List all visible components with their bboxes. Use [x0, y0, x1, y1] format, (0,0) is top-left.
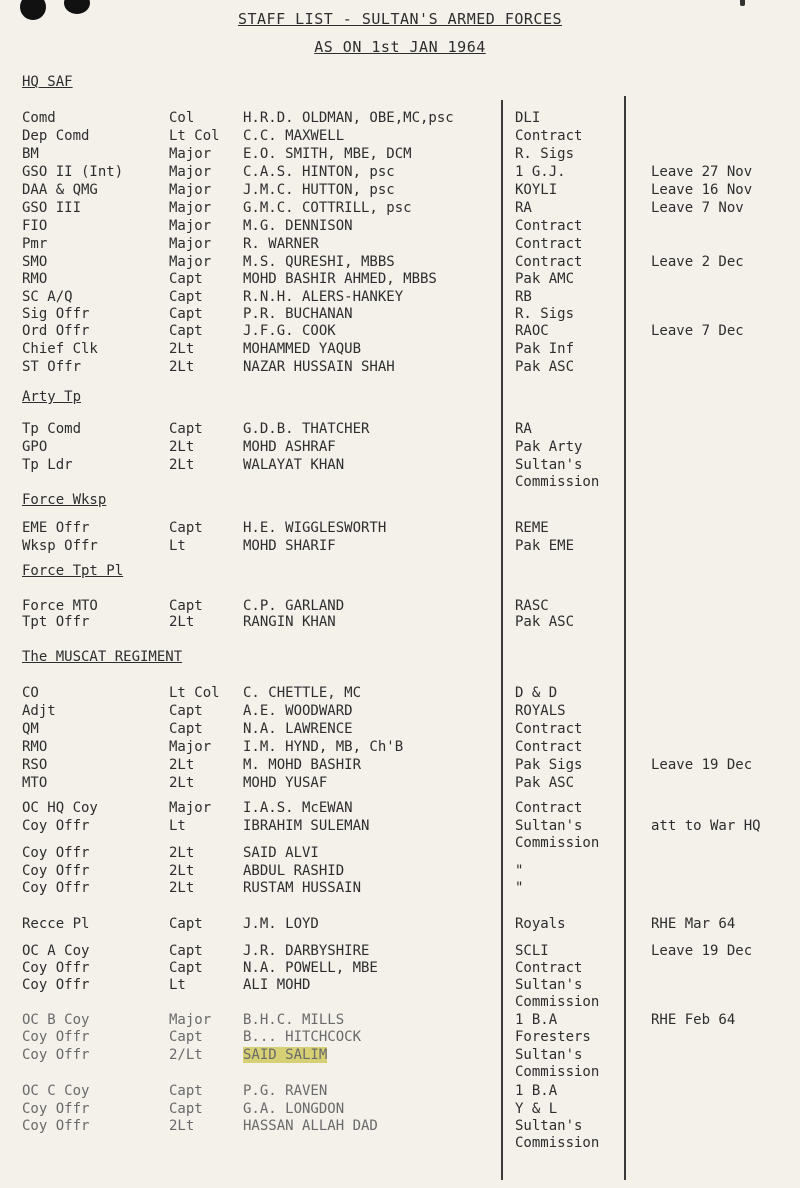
appointment-cell: RMO — [22, 739, 48, 755]
name-cell: C. CHETTLE, MC — [243, 685, 362, 701]
appointment-cell: BM — [22, 146, 39, 162]
appointment-cell: Adjt — [22, 703, 56, 719]
column-rule-left — [501, 100, 503, 1180]
remarks-cell: Pak Sigs — [515, 757, 583, 773]
remarks-cell: Pak ASC — [515, 775, 575, 791]
rank-cell: Major — [169, 254, 212, 270]
rank-cell: Capt — [169, 721, 203, 737]
name-cell: MOHD ASHRAF — [243, 439, 336, 455]
name-cell: RUSTAM HUSSAIN — [243, 880, 362, 896]
rank-cell: Major — [169, 200, 212, 216]
remarks-cell: ROYALS — [515, 703, 566, 719]
remarks-cell: 1 G.J. — [515, 164, 566, 180]
appointment-cell: Tp Comd — [22, 421, 82, 437]
rank-cell: Major — [169, 800, 212, 816]
note-cell: Leave 16 Nov — [651, 182, 753, 198]
name-cell: RANGIN KHAN — [243, 614, 336, 630]
remarks-cell: Contract — [515, 218, 583, 234]
name-cell: I.A.S. McEWAN — [243, 800, 353, 816]
name-cell: HASSAN ALLAH DAD — [243, 1118, 378, 1134]
name-cell: SAID ALVI — [243, 845, 319, 861]
remarks-cell: Pak EME — [515, 538, 575, 554]
rank-cell: Lt — [169, 818, 186, 834]
name-cell: J.M. LOYD — [243, 916, 319, 932]
appointment-cell: CO — [22, 685, 39, 701]
name-cell: P.G. RAVEN — [243, 1083, 328, 1099]
rank-cell: 2Lt — [169, 614, 195, 630]
name-cell: M.G. DENNISON — [243, 218, 353, 234]
rank-cell: 2Lt — [169, 845, 195, 861]
remarks-cell: Sultan's Commission — [515, 818, 600, 851]
rank-cell: 2Lt — [169, 863, 195, 879]
rank-cell: Capt — [169, 323, 203, 339]
appointment-cell: Tpt Offr — [22, 614, 90, 630]
rank-cell: 2Lt — [169, 880, 195, 896]
rank-cell: Capt — [169, 703, 203, 719]
remarks-cell: Contract — [515, 739, 583, 755]
name-cell: C.C. MAXWELL — [243, 128, 345, 144]
appointment-cell: Coy Offr — [22, 1118, 90, 1134]
appointment-cell: MTO — [22, 775, 48, 791]
rank-cell: Lt — [169, 538, 186, 554]
ink-speck — [740, 0, 745, 6]
name-cell: M. MOHD BASHIR — [243, 757, 362, 773]
rank-cell: Capt — [169, 943, 203, 959]
name-cell: ABDUL RASHID — [243, 863, 345, 879]
document-title: STAFF LIST - SULTAN'S ARMED FORCES — [237, 10, 563, 28]
rank-cell: 2/Lt — [169, 1047, 203, 1063]
column-rule-right — [624, 96, 626, 1180]
remarks-cell: Contract — [515, 128, 583, 144]
remarks-cell: " — [515, 880, 524, 896]
name-cell: E.O. SMITH, MBE, DCM — [243, 146, 412, 162]
remarks-cell: Pak ASC — [515, 614, 575, 630]
rank-cell: Col — [169, 110, 195, 126]
remarks-cell: RA — [515, 200, 532, 216]
rank-cell: Major — [169, 739, 212, 755]
remarks-cell: RB — [515, 289, 532, 305]
appointment-cell: Coy Offr — [22, 1047, 90, 1063]
remarks-cell: R. Sigs — [515, 146, 575, 162]
rank-cell: 2Lt — [169, 341, 195, 357]
section-heading: Arty Tp — [22, 389, 82, 405]
name-cell: B... HITCHCOCK — [243, 1029, 362, 1045]
remarks-cell: 1 B.A — [515, 1012, 558, 1028]
rank-cell: 2Lt — [169, 359, 195, 375]
appointment-cell: OC HQ Coy — [22, 800, 98, 816]
name-cell: MOHD BASHIR AHMED, MBBS — [243, 271, 437, 287]
rank-cell: Capt — [169, 1029, 203, 1045]
rank-cell: 2Lt — [169, 1118, 195, 1134]
rank-cell: 2Lt — [169, 457, 195, 473]
rank-cell: 2Lt — [169, 439, 195, 455]
note-cell: RHE Feb 64 — [651, 1012, 736, 1028]
appointment-cell: OC A Coy — [22, 943, 90, 959]
remarks-cell: R. Sigs — [515, 306, 575, 322]
rank-cell: 2Lt — [169, 775, 195, 791]
document-subtitle: AS ON 1st JAN 1964 — [314, 38, 486, 56]
rank-cell: Major — [169, 164, 212, 180]
name-cell: MOHD SHARIF — [243, 538, 336, 554]
remarks-cell: SCLI — [515, 943, 549, 959]
name-cell: SAID SALIM — [243, 1047, 328, 1063]
remarks-cell: Sultan's Commission — [515, 1047, 600, 1080]
appointment-cell: Coy Offr — [22, 1029, 90, 1045]
rank-cell: Capt — [169, 916, 203, 932]
name-cell: R. WARNER — [243, 236, 319, 252]
appointment-cell: Chief Clk — [22, 341, 98, 357]
section-heading: HQ SAF — [22, 74, 73, 90]
name-cell: IBRAHIM SULEMAN — [243, 818, 370, 834]
appointment-cell: DAA & QMG — [22, 182, 98, 198]
rank-cell: Lt Col — [169, 685, 220, 701]
remarks-cell: Foresters — [515, 1029, 591, 1045]
remarks-cell: Y & L — [515, 1101, 558, 1117]
rank-cell: Major — [169, 146, 212, 162]
appointment-cell: GSO III — [22, 200, 82, 216]
name-cell: H.R.D. OLDMAN, OBE,MC,psc — [243, 110, 454, 126]
remarks-cell: Contract — [515, 721, 583, 737]
remarks-cell: RASC — [515, 598, 549, 614]
name-cell: ALI MOHD — [243, 977, 311, 993]
name-cell: I.M. HYND, MB, Ch'B — [243, 739, 404, 755]
name-cell: WALAYAT KHAN — [243, 457, 345, 473]
appointment-cell: Coy Offr — [22, 880, 90, 896]
remarks-cell: D & D — [515, 685, 558, 701]
note-cell: Leave 27 Nov — [651, 164, 753, 180]
remarks-cell: Contract — [515, 960, 583, 976]
remarks-cell: Contract — [515, 236, 583, 252]
appointment-cell: ST Offr — [22, 359, 82, 375]
appointment-cell: SC A/Q — [22, 289, 73, 305]
remarks-cell: " — [515, 863, 524, 879]
appointment-cell: OC C Coy — [22, 1083, 90, 1099]
section-heading: Force Tpt Pl — [22, 563, 124, 579]
appointment-cell: Dep Comd — [22, 128, 90, 144]
section-heading: Force Wksp — [22, 492, 107, 508]
name-cell: MOHAMMED YAQUB — [243, 341, 362, 357]
name-cell: C.P. GARLAND — [243, 598, 345, 614]
remarks-cell: KOYLI — [515, 182, 558, 198]
rank-cell: Capt — [169, 960, 203, 976]
appointment-cell: Sig Offr — [22, 306, 90, 322]
appointment-cell: QM — [22, 721, 39, 737]
remarks-cell: Royals — [515, 916, 566, 932]
appointment-cell: EME Offr — [22, 520, 90, 536]
name-cell: G.M.C. COTTRILL, psc — [243, 200, 412, 216]
remarks-cell: DLI — [515, 110, 541, 126]
name-cell: G.D.B. THATCHER — [243, 421, 370, 437]
appointment-cell: Wksp Offr — [22, 538, 98, 554]
appointment-cell: SMO — [22, 254, 48, 270]
remarks-cell: RA — [515, 421, 532, 437]
remarks-cell: Contract — [515, 254, 583, 270]
rank-cell: Capt — [169, 306, 203, 322]
section-heading: The MUSCAT REGIMENT — [22, 649, 183, 665]
appointment-cell: Coy Offr — [22, 845, 90, 861]
appointment-cell: OC B Coy — [22, 1012, 90, 1028]
remarks-cell: REME — [515, 520, 549, 536]
appointment-cell: Comd — [22, 110, 56, 126]
appointment-cell: Coy Offr — [22, 977, 90, 993]
note-cell: att to War HQ — [651, 818, 761, 834]
name-cell: N.A. POWELL, MBE — [243, 960, 378, 976]
rank-cell: Capt — [169, 520, 203, 536]
name-cell: C.A.S. HINTON, psc — [243, 164, 395, 180]
appointment-cell: Ord Offr — [22, 323, 90, 339]
name-cell: R.N.H. ALERS-HANKEY — [243, 289, 404, 305]
rank-cell: Capt — [169, 289, 203, 305]
name-cell: J.F.G. COOK — [243, 323, 336, 339]
appointment-cell: Recce Pl — [22, 916, 90, 932]
appointment-cell: RSO — [22, 757, 48, 773]
rank-cell: 2Lt — [169, 757, 195, 773]
appointment-cell: Coy Offr — [22, 818, 90, 834]
name-cell: MOHD YUSAF — [243, 775, 328, 791]
note-cell: Leave 7 Dec — [651, 323, 744, 339]
name-cell: N.A. LAWRENCE — [243, 721, 353, 737]
rank-cell: Major — [169, 1012, 212, 1028]
appointment-cell: Coy Offr — [22, 1101, 90, 1117]
name-cell: H.E. WIGGLESWORTH — [243, 520, 387, 536]
name-cell: J.R. DARBYSHIRE — [243, 943, 370, 959]
name-cell: A.E. WOODWARD — [243, 703, 353, 719]
remarks-cell: 1 B.A — [515, 1083, 558, 1099]
rank-cell: Lt — [169, 977, 186, 993]
appointment-cell: FIO — [22, 218, 48, 234]
appointment-cell: RMO — [22, 271, 48, 287]
remarks-cell: Pak AMC — [515, 271, 575, 287]
rank-cell: Capt — [169, 1101, 203, 1117]
appointment-cell: Coy Offr — [22, 863, 90, 879]
name-cell: J.M.C. HUTTON, psc — [243, 182, 395, 198]
appointment-cell: GPO — [22, 439, 48, 455]
rank-cell: Capt — [169, 1083, 203, 1099]
name-cell: P.R. BUCHANAN — [243, 306, 353, 322]
note-cell: RHE Mar 64 — [651, 916, 736, 932]
remarks-cell: Sultan's Commission — [515, 1118, 600, 1151]
rank-cell: Capt — [169, 271, 203, 287]
appointment-cell: Pmr — [22, 236, 48, 252]
rank-cell: Major — [169, 236, 212, 252]
appointment-cell: Force MTO — [22, 598, 98, 614]
name-cell: G.A. LONGDON — [243, 1101, 345, 1117]
remarks-cell: Pak Arty — [515, 439, 583, 455]
rank-cell: Lt Col — [169, 128, 220, 144]
rank-cell: Capt — [169, 598, 203, 614]
name-cell: M.S. QURESHI, MBBS — [243, 254, 395, 270]
remarks-cell: Contract — [515, 800, 583, 816]
note-cell: Leave 19 Dec — [651, 943, 753, 959]
remarks-cell: Pak Inf — [515, 341, 575, 357]
name-cell: NAZAR HUSSAIN SHAH — [243, 359, 395, 375]
note-cell: Leave 2 Dec — [651, 254, 744, 270]
remarks-cell: Pak ASC — [515, 359, 575, 375]
remarks-cell: RAOC — [515, 323, 549, 339]
rank-cell: Major — [169, 218, 212, 234]
rank-cell: Major — [169, 182, 212, 198]
name-cell: B.H.C. MILLS — [243, 1012, 345, 1028]
rank-cell: Capt — [169, 421, 203, 437]
remarks-cell: Sultan's Commission — [515, 977, 600, 1010]
note-cell: Leave 7 Nov — [651, 200, 744, 216]
note-cell: Leave 19 Dec — [651, 757, 753, 773]
appointment-cell: GSO II (Int) — [22, 164, 124, 180]
appointment-cell: Coy Offr — [22, 960, 90, 976]
remarks-cell: Sultan's Commission — [515, 457, 600, 490]
appointment-cell: Tp Ldr — [22, 457, 73, 473]
